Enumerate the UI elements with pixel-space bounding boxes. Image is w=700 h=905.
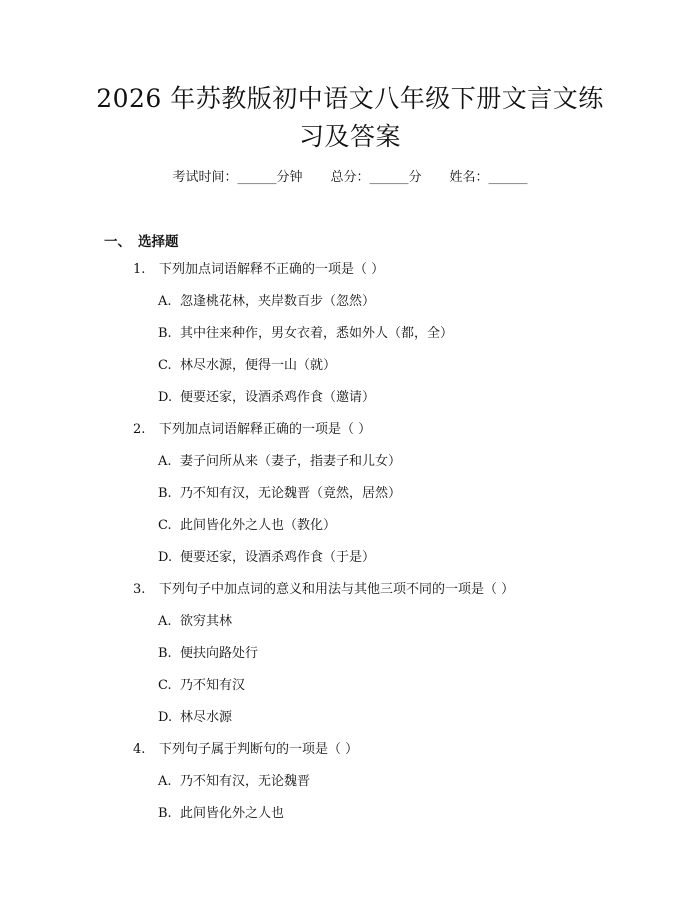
option-text: 其中往来种作，男女衣着，悉如外人（都，全） [180,326,454,341]
option [158,388,375,408]
option-text: 乃不知有汉，无论魏晋（竟然，居然） [180,486,402,501]
exam-info-line [0,168,700,188]
option [158,484,401,504]
option-letter: A. [158,774,172,789]
option-letter: D. [158,710,173,725]
option [158,708,232,728]
section-heading [104,230,179,250]
option [158,644,258,664]
option-text: 乃不知有汉 [180,678,246,693]
option-text: 便扶向路处行 [180,646,259,661]
option-text: 此间皆化外之人也（教化） [180,518,337,533]
option-letter: B. [158,486,172,501]
question-number: 1. [133,262,146,277]
option [158,452,401,472]
option [158,292,375,312]
option-letter: A. [158,454,172,469]
option-letter: C. [158,358,172,373]
option [158,612,232,632]
option-letter: A. [158,614,172,629]
option-letter: A. [158,294,172,309]
option [158,516,336,536]
question-text: 下列加点词语解释不正确的一项是（ ） [159,262,385,277]
option-letter: B. [158,326,172,341]
question-number: 2. [133,422,146,437]
option-letter: D. [158,550,173,565]
option-text: 欲穷其林 [180,614,233,629]
question [133,260,384,280]
option-letter: C. [158,518,172,533]
option-text: 便要还家，设酒杀鸡作食（邀请） [180,390,376,405]
option-letter: C. [158,678,172,693]
option-text: 忽逢桃花林，夹岸数百步（忽然） [180,294,376,309]
option [158,548,375,568]
section-number: 一、 [104,234,131,250]
exam-time-field: 考试时间：______分钟 [172,170,303,185]
option [158,356,336,376]
question-number: 4. [133,742,146,757]
option-text: 林尽水源 [180,710,233,725]
option-text: 此间皆化外之人也 [180,806,285,821]
question-number: 3. [133,582,146,597]
option [158,804,284,824]
question [133,740,358,760]
section-title: 选择题 [138,234,179,250]
option-text: 乃不知有汉，无论魏晋 [180,774,311,789]
option-letter: B. [158,806,172,821]
title-line-1: 2026 年苏教版初中语文八年级下册文言文练 [96,84,604,113]
question-text: 下列加点词语解释正确的一项是（ ） [159,422,372,437]
option [158,676,245,696]
title-line-2: 习及答案 [298,122,401,151]
option-letter: D. [158,390,173,405]
question-text: 下列句子中加点词的意义和用法与其他三项不同的一项是（ ） [159,582,515,597]
option-letter: B. [158,646,172,661]
question-text: 下列句子属于判断句的一项是（ ） [159,742,359,757]
question [133,420,371,440]
question [133,580,514,600]
total-score-field: 总分：______分 [330,170,422,185]
option-text: 林尽水源，便得一山（就） [180,358,337,373]
option [158,324,453,344]
document-title [90,80,610,156]
option-text: 妻子问所从来（妻子，指妻子和儿女） [180,454,402,469]
option [158,772,310,792]
name-field: 姓名：______ [449,170,528,185]
option-text: 便要还家，设酒杀鸡作食（于是） [180,550,376,565]
